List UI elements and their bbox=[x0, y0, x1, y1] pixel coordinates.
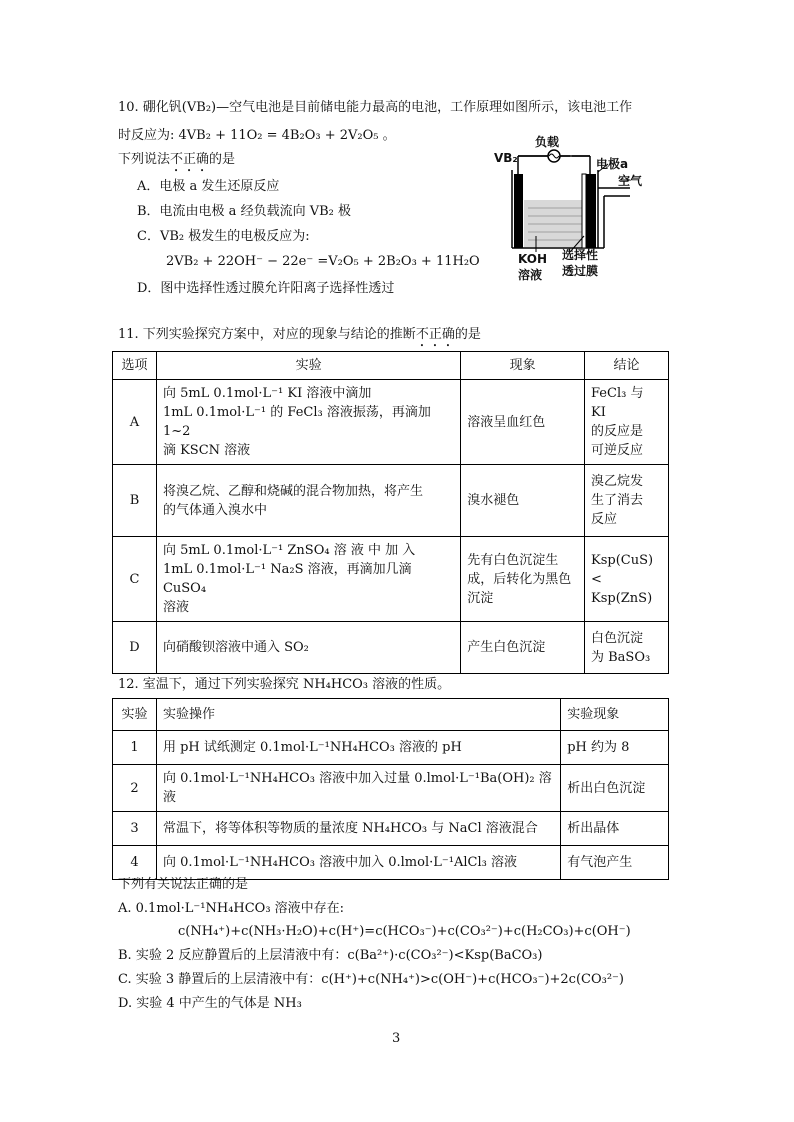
exp-line: 滴 KSCN 溶液 bbox=[162, 443, 251, 458]
exp-line: 向 5mL 0.1mol·L⁻¹ ZnSO₄ 溶 液 中 加 入 bbox=[162, 543, 416, 558]
q11-header-option: 选项 bbox=[113, 352, 157, 380]
q12-row-4-no: 4 bbox=[113, 846, 157, 880]
label-koh-2: 溶液 bbox=[518, 268, 543, 282]
q12-row-3-no: 3 bbox=[113, 812, 157, 846]
exp-line: 1mL 0.1mol·L⁻¹ 的 FeCl₃ 溶液振荡，再滴加 1~2 bbox=[162, 405, 431, 439]
q10-stem-line1: 10. 硼化钒(VB₂)—空气电池是目前储电能力最高的电池，工作原理如图所示，该电池工作 bbox=[118, 100, 633, 115]
label-koh-1: KOH bbox=[518, 252, 548, 266]
q12-option-d: D. 实验 4 中产生的气体是 NH₃ bbox=[118, 996, 302, 1011]
q12-prompt: 下列有关说法正确的是 bbox=[118, 877, 249, 892]
q11-row-c-experiment bbox=[156, 537, 460, 622]
exp-line: 溶液 bbox=[162, 600, 189, 615]
concl-line: 为 BaSO₃ bbox=[591, 649, 651, 665]
q12-table bbox=[112, 698, 669, 880]
label-load: 负载 bbox=[535, 135, 560, 149]
q11-header-phenomenon: 现象 bbox=[461, 352, 585, 380]
concl-line: 溴乙烷发 bbox=[591, 474, 644, 489]
q11-row-b-phenomenon: 溴水褪色 bbox=[461, 465, 585, 537]
q11-row-b-option: B bbox=[113, 465, 157, 537]
concl-line: 生了消去 bbox=[591, 493, 644, 508]
q12-row-2 bbox=[113, 765, 669, 812]
q10-option-d: D．图中选择性透过膜允许阳离子选择性透过 bbox=[137, 281, 395, 296]
q12-row-4-operation: 向 0.1mol·L⁻¹NH₄HCO₃ 溶液中加入 0.lmol·L⁻¹AlCl₃ 溶液 bbox=[156, 846, 560, 880]
concl-line: 反应 bbox=[591, 512, 618, 527]
q12-row-1-result: pH 约为 8 bbox=[561, 731, 669, 765]
exp-line: 1mL 0.1mol·L⁻¹ Na₂S 溶液，再滴加几滴 CuSO₄ bbox=[162, 562, 412, 596]
q12-header-result: 实验现象 bbox=[561, 699, 669, 731]
page-number: 3 bbox=[392, 1031, 401, 1046]
q12-option-b: B. 实验 2 反应静置后的上层清液中有：c(Ba²⁺)·c(CO₃²⁻)<Ksp(BaCO₃) bbox=[118, 948, 543, 963]
phen-line: 成，后转化为黑色 bbox=[467, 571, 572, 587]
q12-row-1 bbox=[113, 731, 669, 765]
label-membrane-1: 选择性 bbox=[562, 248, 599, 262]
concl-line: FeCl₃ 与 KI bbox=[591, 386, 644, 420]
concl-line: 的反应是 bbox=[591, 424, 644, 439]
q12-row-1-operation: 用 pH 试纸测定 0.1mol·L⁻¹NH₄HCO₃ 溶液的 pH bbox=[156, 731, 560, 765]
q11-row-c bbox=[113, 537, 669, 622]
q11-stem bbox=[118, 326, 481, 350]
q12-row-3 bbox=[113, 812, 669, 846]
q11-table bbox=[112, 351, 669, 674]
q11-row-a bbox=[113, 380, 669, 465]
label-vb2: VB₂ bbox=[494, 151, 518, 165]
exp-line: 的气体通入溴水中 bbox=[162, 502, 267, 518]
q12-stem: 12. 室温下，通过下列实验探究 NH₄HCO₃ 溶液的性质。 bbox=[118, 677, 451, 692]
concl-line: Ksp(ZnS) bbox=[591, 590, 653, 606]
q11-row-d-option: D bbox=[113, 622, 157, 674]
q11-row-b-conclusion bbox=[585, 465, 669, 537]
q10-stem-line2: 时反应为: 4VB₂ + 11O₂ = 4B₂O₃ + 2V₂O₅ 。 bbox=[118, 128, 396, 143]
q10-option-a: A．电极 a 发生还原反应 bbox=[137, 179, 280, 194]
q12-option-c: C. 实验 3 静置后的上层清液中有：c(H⁺)+c(NH₄⁺)>c(OH⁻)+c(HCO₃⁻)+2c(CO₃²⁻) bbox=[118, 972, 624, 987]
q11-row-d-conclusion bbox=[585, 622, 669, 674]
q12-header-operation: 实验操作 bbox=[156, 699, 560, 731]
q10-option-c-equation: 2VB₂ + 22OH⁻ − 22e⁻ =V₂O₅ + 2B₂O₃ + 11H₂O bbox=[166, 254, 480, 269]
exp-line: 向 5mL 0.1mol·L⁻¹ KI 溶液中滴加 bbox=[162, 386, 372, 401]
q12-row-2-result: 析出白色沉淀 bbox=[561, 765, 669, 812]
phen-line: 先有白色沉淀生 bbox=[467, 552, 559, 568]
q11-stem-emph: 不正确 bbox=[415, 327, 455, 342]
q11-row-d bbox=[113, 622, 669, 674]
q12-row-2-no: 2 bbox=[113, 765, 157, 812]
q11-row-a-option: A bbox=[113, 380, 157, 465]
q11-header-row bbox=[113, 352, 669, 380]
q10-option-c: C．VB₂ 极发生的电极反应为: bbox=[137, 229, 310, 244]
q11-header-experiment: 实验 bbox=[156, 352, 460, 380]
q11-row-c-conclusion bbox=[585, 537, 669, 622]
exp-line: 将溴乙烷、乙醇和烧碱的混合物加热，将产生 bbox=[162, 483, 423, 499]
q11-row-a-phenomenon: 溶液呈血红色 bbox=[461, 380, 585, 465]
q12-option-a: A. 0.1mol·L⁻¹NH₄HCO₃ 溶液中存在: bbox=[118, 901, 345, 916]
q11-header-conclusion: 结论 bbox=[585, 352, 669, 380]
q12-header-no: 实验 bbox=[113, 699, 157, 731]
concl-line: Ksp(CuS) < bbox=[591, 552, 654, 587]
q11-row-a-conclusion bbox=[585, 380, 669, 465]
q11-row-d-experiment bbox=[156, 622, 460, 674]
q11-row-b bbox=[113, 465, 669, 537]
q12-row-4-result: 有气泡产生 bbox=[561, 846, 669, 880]
q10-prompt-a: 下列说法 bbox=[118, 152, 171, 167]
exp-line: 向硝酸钡溶液中通入 SO₂ bbox=[162, 640, 309, 655]
q10-option-b: B．电流由电极 a 经负载流向 VB₂ 极 bbox=[137, 204, 351, 219]
q11-row-c-phenomenon bbox=[461, 537, 585, 622]
label-electrode-a: 电极a bbox=[596, 157, 629, 171]
label-air: 空气 bbox=[618, 174, 643, 188]
q12-header-row bbox=[113, 699, 669, 731]
q11-row-b-experiment bbox=[156, 465, 460, 537]
q12-option-a-equation: c(NH₄⁺)+c(NH₃·H₂O)+c(H⁺)=c(HCO₃⁻)+c(CO₃²⁻)+c(H₂CO₃)+c(OH⁻) bbox=[178, 924, 631, 939]
q12-row-4 bbox=[113, 846, 669, 880]
q12-row-2-operation: 向 0.1mol·L⁻¹NH₄HCO₃ 溶液中加入过量 0.lmol·L⁻¹Ba(OH)₂ 溶液 bbox=[156, 765, 560, 812]
q11-stem-c: 的是 bbox=[454, 327, 481, 342]
q12-row-1-no: 1 bbox=[113, 731, 157, 765]
q11-row-d-phenomenon: 产生白色沉淀 bbox=[461, 622, 585, 674]
electrode-a bbox=[586, 174, 596, 248]
concl-line: 白色沉淀 bbox=[591, 630, 644, 646]
concl-line: 可逆反应 bbox=[591, 443, 644, 458]
vb2-electrode bbox=[514, 174, 523, 248]
q11-row-a-experiment bbox=[156, 380, 460, 465]
q11-stem-a: 11. 下列实验探究方案中，对应的现象与结论的推断 bbox=[118, 327, 416, 342]
q10-prompt-emph: 不正确 bbox=[170, 152, 210, 167]
q12-row-3-operation: 常温下，将等体积等物质的量浓度 NH₄HCO₃ 与 NaCl 溶液混合 bbox=[156, 812, 560, 846]
q12-row-3-result: 析出晶体 bbox=[561, 812, 669, 846]
q10-prompt-c: 的是 bbox=[209, 152, 236, 167]
q11-row-c-option: C bbox=[113, 537, 157, 622]
label-membrane-2: 透过膜 bbox=[562, 264, 599, 278]
q10-prompt bbox=[118, 151, 235, 175]
phen-line: 沉淀 bbox=[467, 590, 494, 606]
